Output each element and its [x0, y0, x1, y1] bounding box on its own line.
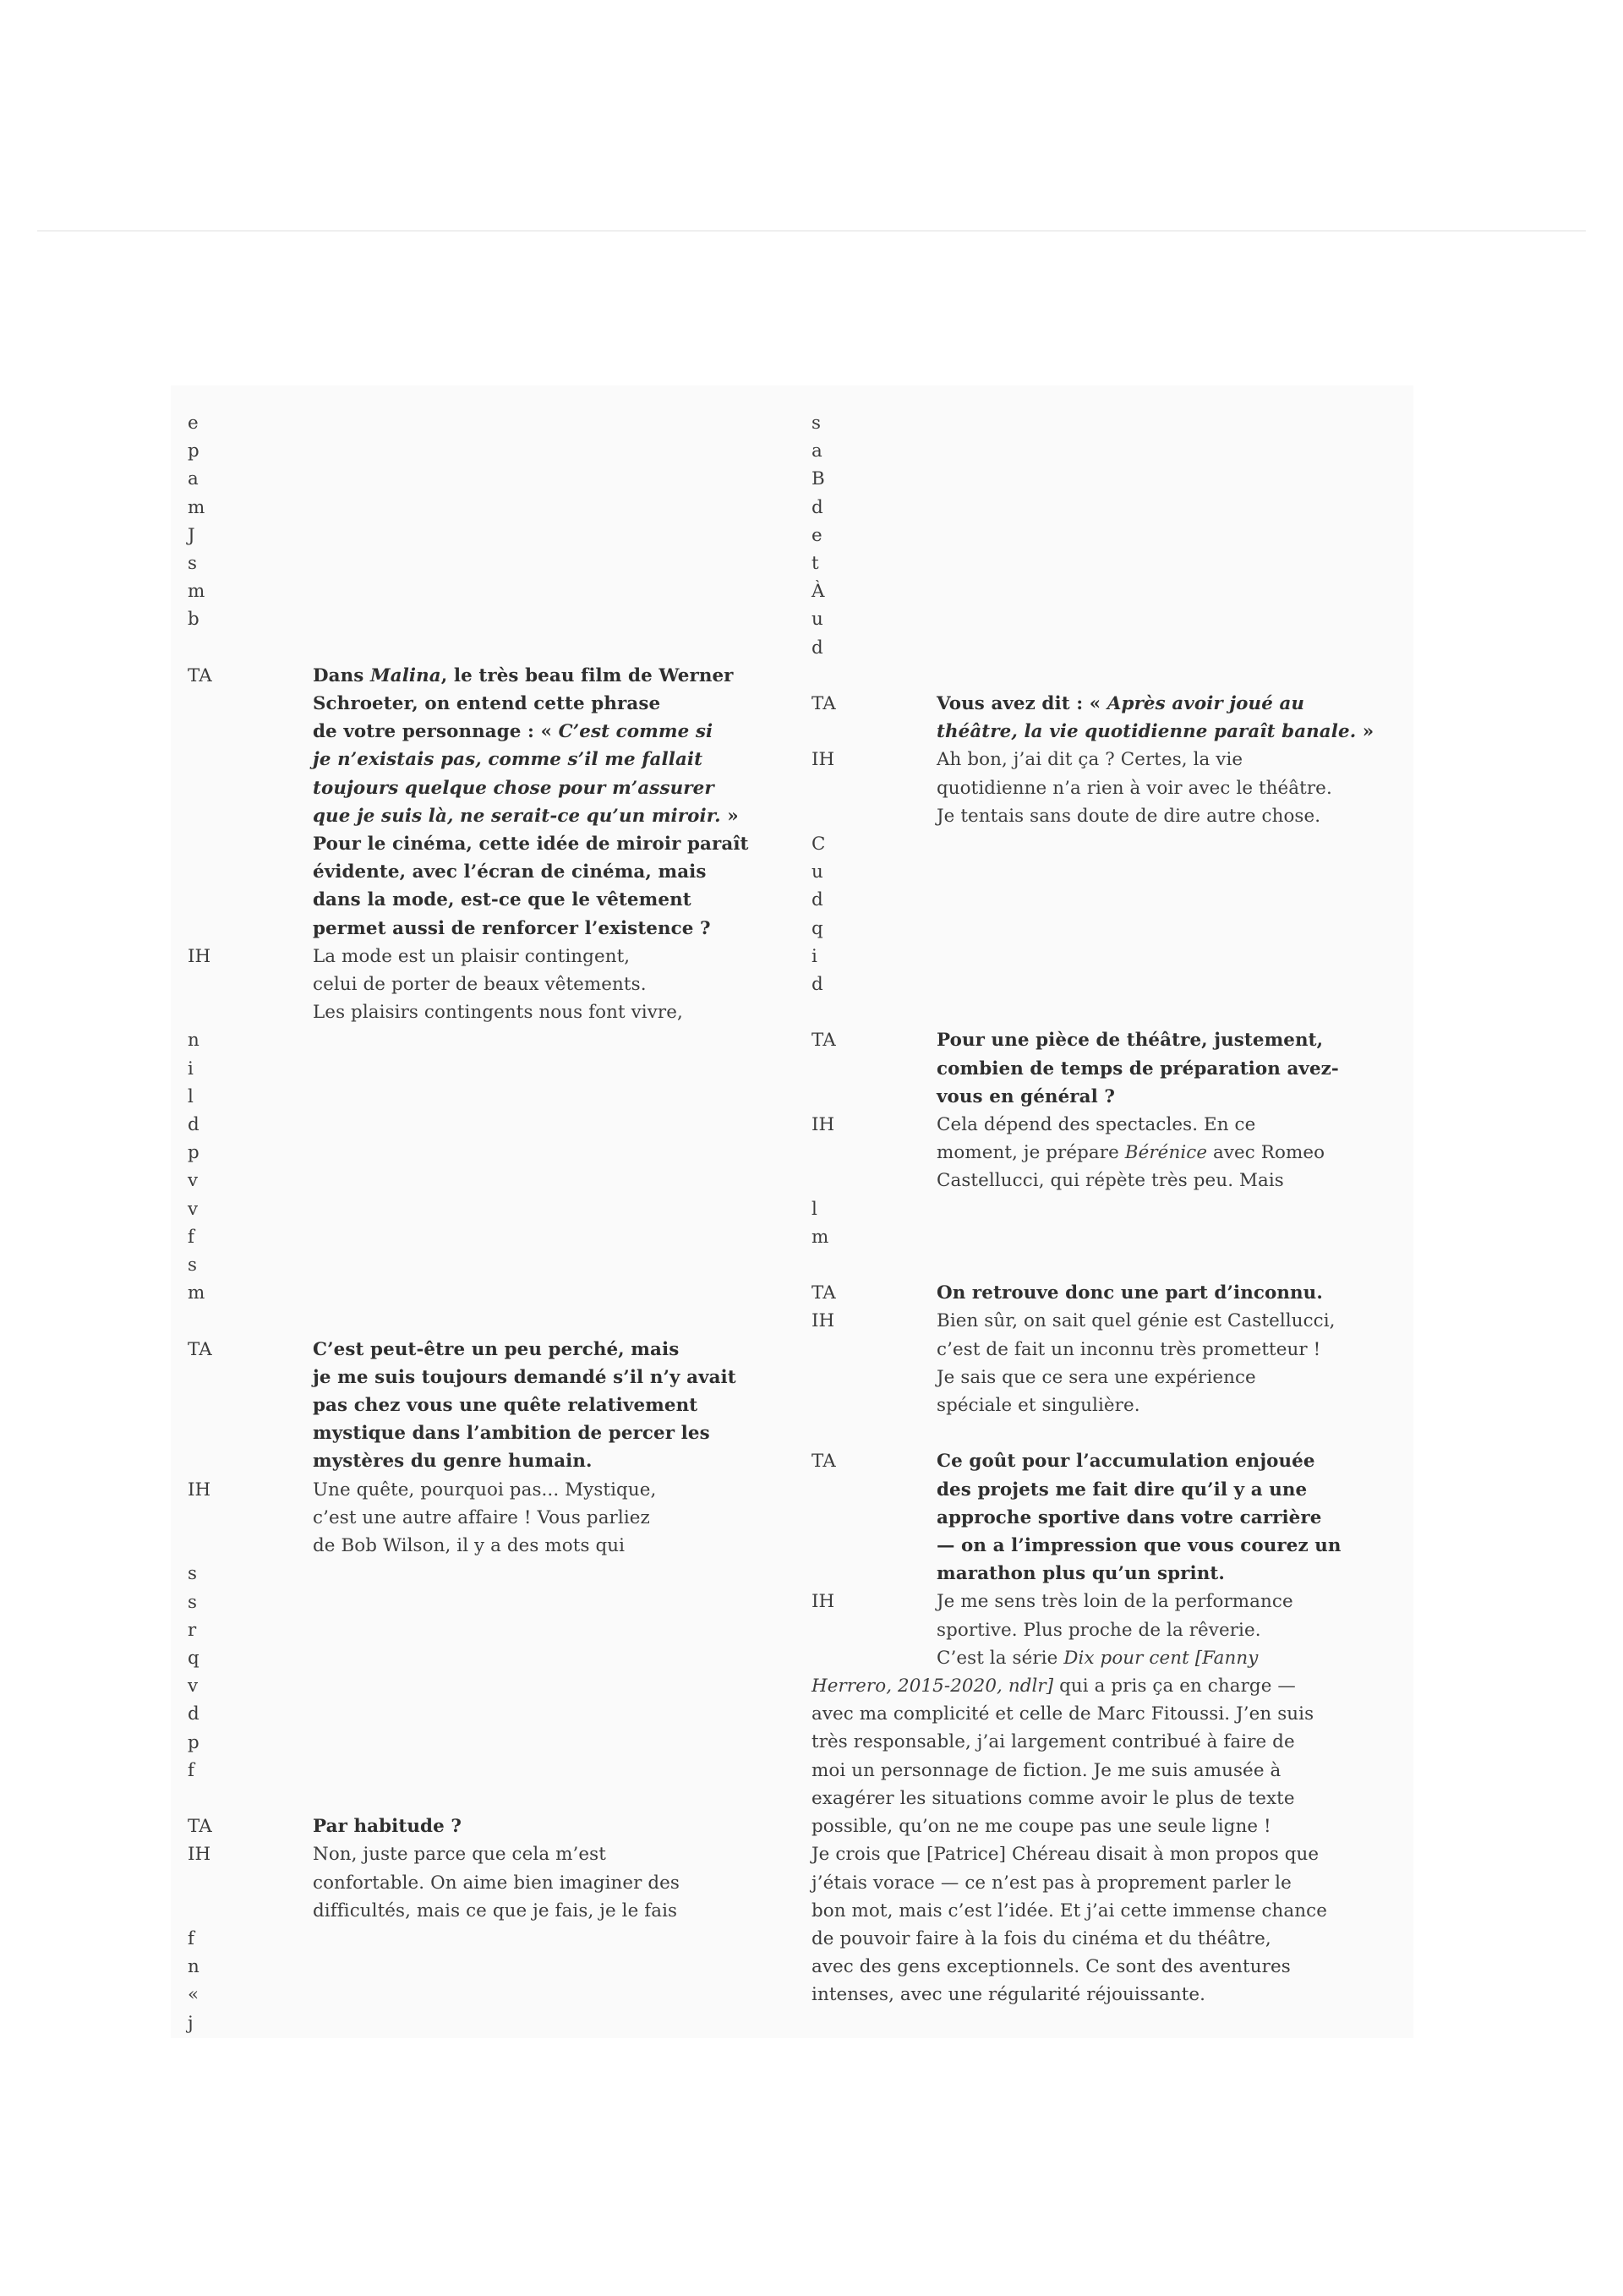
- answer-block: [188, 1476, 756, 1785]
- text-line: m: [188, 581, 205, 603]
- text-line: r: [188, 1619, 197, 1641]
- text-line: q: [812, 917, 823, 939]
- text-line: exagérer les situations comme avoir le plus de texte: [812, 1787, 1295, 1809]
- text-line: confortable. On aime bien imaginer des: [313, 1872, 680, 1894]
- text-line: évidente, avec l’écran de cinéma, mais: [313, 861, 707, 883]
- text-line: vous en général ?: [937, 1085, 1116, 1107]
- text-line: q: [188, 1647, 199, 1669]
- text-line: m: [188, 496, 205, 518]
- question-turn: [812, 1279, 1380, 1307]
- text-line: p: [188, 1142, 199, 1164]
- text-line: approche sportive dans votre carrière: [937, 1506, 1322, 1528]
- question-text: [937, 690, 1380, 746]
- text-line: de Bob Wilson, il y a des mots qui: [313, 1535, 626, 1557]
- question-text: [937, 1026, 1380, 1111]
- text-line: C’est la série Dix pour cent [Fanny: [937, 1647, 1259, 1669]
- text-line: Cela dépend des spectacles. En ce: [937, 1114, 1256, 1136]
- text-line: pas chez vous une quête relativement: [313, 1395, 698, 1417]
- text-line: Une quête, pourquoi pas... Mystique,: [313, 1479, 657, 1501]
- question-block: [188, 1812, 756, 1840]
- text-line: s: [188, 1563, 198, 1585]
- text-line: u: [812, 861, 823, 883]
- question-text: [313, 662, 756, 943]
- question-block: [812, 1447, 1380, 1588]
- speaker-label: IH: [812, 1591, 835, 1613]
- answer-continuation: [812, 830, 1380, 998]
- text-line: f: [188, 1927, 195, 1949]
- text-line: j’étais vorace — ce n’est pas à proprement parler le: [812, 1872, 1292, 1894]
- answer-continuation: [812, 1195, 1380, 1251]
- article-column-left: [188, 409, 756, 2037]
- question-turn: [812, 690, 1380, 746]
- text-line: sportive. Plus proche de la rêverie.: [937, 1619, 1261, 1641]
- text-line: Je me sens très loin de la performance: [937, 1591, 1293, 1613]
- question-turn: [188, 1336, 756, 1476]
- intro-paragraph: [812, 409, 1380, 662]
- text-line: que je suis là, ne serait-ce qu’un miroir. »: [313, 805, 739, 827]
- text-line: d: [188, 1703, 199, 1725]
- text-line: j: [188, 2012, 194, 2034]
- text-line: possible, qu’on ne me coupe pas une seule ligne !: [812, 1816, 1271, 1838]
- text-line: de pouvoir faire à la fois du cinéma et du théâtre,: [812, 1927, 1271, 1949]
- answer-text: [937, 1307, 1380, 1419]
- text-line: très responsable, j’ai largement contribué à faire de: [812, 1731, 1295, 1753]
- text-line: u: [812, 609, 823, 631]
- text-line: Herrero, 2015-2020, ndlr] qui a pris ça en charge —: [812, 1676, 1296, 1697]
- text-line: Les plaisirs contingents nous font vivre,: [313, 1002, 683, 1024]
- text-line: dans la mode, est-ce que le vêtement: [313, 889, 691, 911]
- text-line: Ah bon, j’ai dit ça ? Certes, la vie: [937, 749, 1243, 771]
- text-line: avec des gens exceptionnels. Ce sont des aventures: [812, 1956, 1291, 1978]
- text-line: mystique dans l’ambition de percer les: [313, 1423, 710, 1445]
- text-line: s: [812, 413, 822, 434]
- text-line: je n’existais pas, comme s’il me fallait: [313, 749, 703, 771]
- speaker-label: IH: [812, 1114, 835, 1136]
- question-turn: [812, 1447, 1380, 1588]
- answer-turn: [812, 1588, 1380, 2009]
- text-line: n: [188, 1030, 199, 1052]
- question-block: [812, 690, 1380, 746]
- answer-turn: [812, 1111, 1380, 1251]
- question-turn: [188, 662, 756, 943]
- text-line: La mode est un plaisir contingent,: [313, 945, 631, 967]
- text-line: je me suis toujours demandé s’il n’y avait: [313, 1366, 736, 1388]
- speaker-label: IH: [188, 1479, 211, 1501]
- text-line: s: [188, 1255, 198, 1276]
- speaker-label: TA: [188, 1338, 212, 1360]
- text-line: Dans Malina, le très beau film de Werner: [313, 664, 734, 686]
- text-line: n: [188, 1956, 199, 1978]
- text-line: f: [188, 1759, 195, 1781]
- text-line: f: [188, 1226, 195, 1248]
- text-line: d: [812, 637, 823, 659]
- text-line: C: [812, 834, 826, 856]
- text-line: Vous avez dit : « Après avoir joué au: [937, 693, 1305, 715]
- text-line: Bien sûr, on sait quel génie est Castellucci,: [937, 1310, 1336, 1332]
- speaker-label: TA: [812, 1030, 836, 1052]
- text-line: Schroeter, on entend cette phrase: [313, 693, 661, 715]
- text-line: e: [812, 524, 822, 546]
- text-line: de votre personnage : « C’est comme si: [313, 721, 713, 743]
- text-line: Par habitude ?: [313, 1816, 462, 1838]
- text-line: moi un personnage de fiction. Je me suis amusée à: [812, 1759, 1281, 1781]
- intro-paragraph: [188, 409, 756, 634]
- text-line: e: [188, 413, 199, 434]
- text-line: d: [812, 496, 823, 518]
- text-line: b: [188, 609, 199, 631]
- text-line: l: [188, 1085, 194, 1107]
- answer-block: [188, 943, 756, 1308]
- text-line: l: [812, 1198, 817, 1220]
- text-line: «: [188, 1984, 199, 2006]
- question-block: [812, 1279, 1380, 1307]
- text-line: p: [188, 1731, 199, 1753]
- speaker-label: IH: [188, 1844, 211, 1866]
- answer-block: [188, 1840, 756, 2036]
- speaker-label: TA: [188, 1816, 212, 1838]
- text-line: Je sais que ce sera une expérience: [937, 1366, 1256, 1388]
- answer-turn: [188, 943, 756, 1308]
- answer-block: [812, 1588, 1380, 2009]
- question-turn: [188, 1812, 756, 1840]
- text-line: m: [188, 1282, 205, 1304]
- speaker-label: TA: [812, 1451, 836, 1473]
- text-line: Je tentais sans doute de dire autre chose.: [937, 805, 1321, 827]
- answer-turn: [188, 1840, 756, 2036]
- text-line: Pour le cinéma, cette idée de miroir paraît: [313, 834, 749, 856]
- text-line: avec ma complicité et celle de Marc Fitoussi. J’en suis: [812, 1703, 1314, 1725]
- text-line: B: [812, 468, 825, 490]
- text-line: J: [188, 524, 195, 546]
- question-text: [313, 1336, 756, 1476]
- text-line: Ce goût pour l’accumulation enjouée: [937, 1451, 1315, 1473]
- text-line: À: [812, 581, 825, 603]
- text-line: p: [188, 440, 199, 462]
- text-line: d: [812, 974, 823, 996]
- answer-turn: [188, 1476, 756, 1785]
- question-text: [937, 1279, 1380, 1307]
- text-line: mystères du genre humain.: [313, 1451, 593, 1473]
- text-line: a: [188, 468, 199, 490]
- text-line: quotidienne n’a rien à voir avec le théâtre.: [937, 777, 1332, 799]
- text-line: intenses, avec une régularité réjouissante.: [812, 1984, 1206, 2006]
- text-line: théâtre, la vie quotidienne paraît banale. »: [937, 721, 1374, 743]
- question-text: [937, 1447, 1380, 1588]
- answer-continuation: [188, 1026, 756, 1307]
- text-line: moment, je prépare Bérénice avec Romeo: [937, 1142, 1325, 1164]
- article-column-right: [812, 409, 1380, 2009]
- text-line: toujours quelque chose pour m’assurer: [313, 777, 714, 799]
- text-line: v: [188, 1676, 199, 1697]
- header-divider: [37, 230, 1586, 232]
- speaker-label: IH: [188, 945, 211, 967]
- text-line: Non, juste parce que cela m’est: [313, 1844, 606, 1866]
- answer-turn: [812, 1307, 1380, 1419]
- text-line: des projets me fait dire qu’il y a une: [937, 1479, 1308, 1501]
- question-block: [188, 1336, 756, 1476]
- text-line: spéciale et singulière.: [937, 1395, 1140, 1417]
- text-line: permet aussi de renforcer l’existence ?: [313, 917, 711, 939]
- speaker-label: TA: [188, 664, 212, 686]
- text-line: marathon plus qu’un sprint.: [937, 1563, 1225, 1585]
- answer-turn: [812, 746, 1380, 998]
- question-text: [313, 1812, 756, 1840]
- text-line: Pour une pièce de théâtre, justement,: [937, 1030, 1324, 1052]
- text-line: v: [188, 1198, 199, 1220]
- answer-continuation: [188, 1560, 756, 1785]
- text-line: c’est de fait un inconnu très prometteur !: [937, 1338, 1321, 1360]
- question-block: [812, 1026, 1380, 1111]
- text-line: d: [812, 889, 823, 911]
- text-line: celui de porter de beaux vêtements.: [313, 974, 647, 996]
- text-line: s: [188, 1591, 198, 1613]
- text-line: combien de temps de préparation avez-: [937, 1058, 1339, 1080]
- speaker-label: TA: [812, 693, 836, 715]
- text-line: Je crois que [Patrice] Chéreau disait à mon propos que: [812, 1844, 1320, 1866]
- answer-continuation: [812, 1672, 1380, 2009]
- question-block: [188, 662, 756, 943]
- text-line: Castellucci, qui répète très peu. Mais: [937, 1170, 1284, 1192]
- answer-block: [812, 746, 1380, 998]
- text-line: c’est une autre affaire ! Vous parliez: [313, 1506, 650, 1528]
- text-line: C’est peut-être un peu perché, mais: [313, 1338, 680, 1360]
- text-line: bon mot, mais c’est l’idée. Et j’ai cette immense chance: [812, 1900, 1327, 1922]
- text-line: On retrouve donc une part d’inconnu.: [937, 1282, 1323, 1304]
- text-line: difficultés, mais ce que je fais, je le fais: [313, 1900, 678, 1922]
- text-line: i: [812, 945, 817, 967]
- text-line: d: [188, 1114, 199, 1136]
- speaker-label: TA: [812, 1282, 836, 1304]
- text-line: v: [188, 1170, 199, 1192]
- answer-block: [812, 1111, 1380, 1251]
- text-line: s: [188, 553, 198, 575]
- text-line: t: [812, 553, 819, 575]
- answer-block: [812, 1307, 1380, 1419]
- text-line: i: [188, 1058, 194, 1080]
- text-line: — on a l’impression que vous courez un: [937, 1535, 1342, 1557]
- answer-continuation: [188, 1925, 756, 2037]
- question-turn: [812, 1026, 1380, 1111]
- speaker-label: IH: [812, 749, 835, 771]
- text-line: a: [812, 440, 822, 462]
- speaker-label: IH: [812, 1310, 835, 1332]
- text-line: m: [812, 1226, 829, 1248]
